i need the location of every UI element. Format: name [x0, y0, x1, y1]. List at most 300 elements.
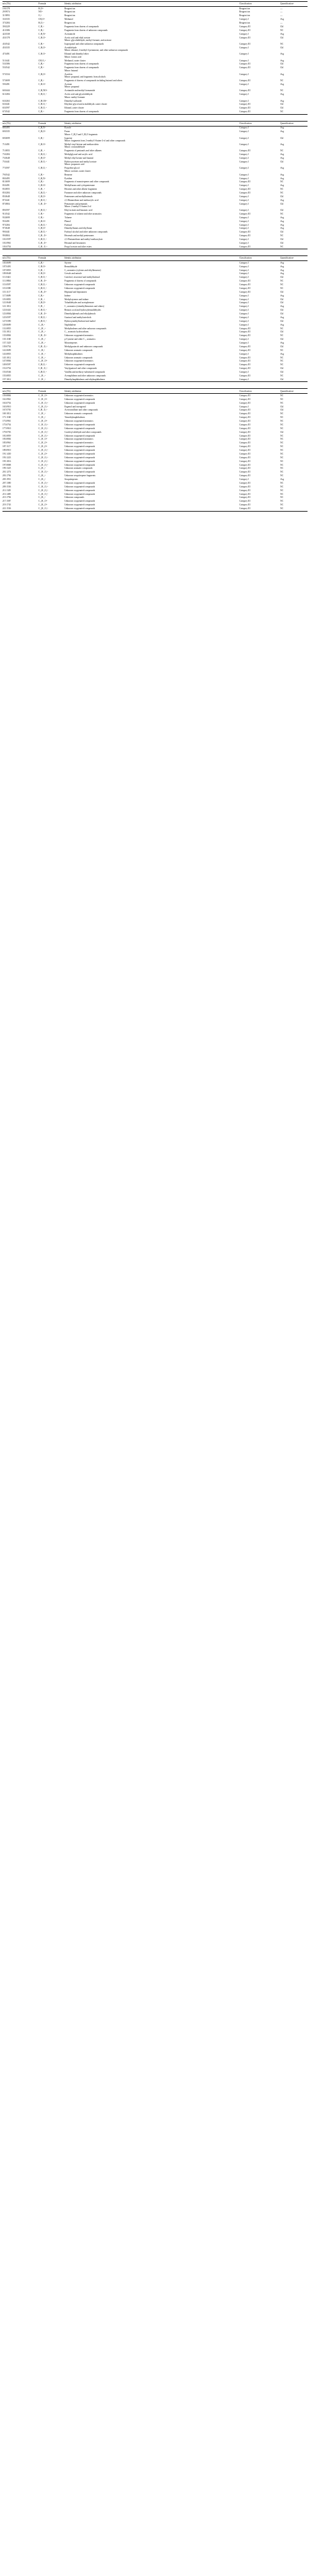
cell-mz: 203.1794 [2, 474, 11, 477]
table-header-row [2, 389, 308, 394]
cell-formula: C₉H₉⁺ [38, 294, 45, 297]
cell-mz: 99.0804 [2, 234, 10, 238]
cell-formula: C₈H₉⁺ [38, 261, 45, 264]
cell-classification: Category I [239, 378, 280, 382]
cell-classification: Category III [239, 25, 250, 28]
cell-mz: 197.0808 [2, 463, 11, 466]
table-row [2, 110, 308, 115]
cell-quantification: NC [280, 481, 283, 484]
cell-quantification: Avg [280, 269, 284, 272]
header-classification: Classification [239, 389, 280, 394]
cell-quantification: Chl [280, 290, 284, 293]
cell-classification: Category III [239, 374, 250, 377]
cell-classification: Category I [239, 227, 249, 230]
cell-classification: Category I [239, 160, 249, 163]
cell-formula: C₁₀H₉⁺ [38, 323, 45, 326]
cell-classification: Category I [239, 82, 249, 86]
cell-formula: C₁₆H₂₃⁺ [38, 496, 46, 499]
cell-classification: Category I [239, 269, 249, 272]
cell-quantification: Avg [280, 223, 284, 226]
cell-identity: Dimethylnaphthalenes and ethylnaphthalenes [64, 378, 239, 382]
cell-quantification: Avg [280, 18, 284, 21]
cell-quantification: Chl [280, 276, 284, 279]
cell-identity: Trimethylnaphthalenes [64, 416, 86, 419]
cell-classification: Category I [239, 127, 249, 130]
cell-identity: Unknown sesquiterpene fragments [64, 474, 95, 477]
cell-mz: 87.0804 [2, 202, 10, 205]
cell-identity: Coniferyl aldehyde and other compounds [64, 430, 102, 433]
cell-mz: 29.9974 [2, 11, 10, 14]
header-quantification: Quantificationᵃ [280, 389, 308, 394]
cell-formula: C₁₁H₁₅O₃⁺ [38, 460, 48, 463]
cell-quantification: NC [280, 280, 283, 283]
cell-classification: Category I [239, 316, 249, 319]
cell-classification: Category I [239, 301, 249, 304]
cell-quantification: Avg [280, 352, 284, 355]
cell-identity: Unknown oxygenated compounds [64, 485, 95, 488]
cell-mz: 85.0648 [2, 195, 10, 198]
cell-identity: Unknown oxygenated compounds [64, 463, 95, 466]
cell-mz: 199.1325 [2, 467, 11, 470]
cell-identity: Isopropanol and other unknown compounds [64, 42, 104, 45]
cell-identity: Unknown aromatic compounds [64, 356, 93, 359]
cell-identity: Ethanol and dimethyl ether Minor: formic acid [64, 53, 89, 58]
cell-quantification: Avg [280, 167, 284, 170]
cell-quantification: Avg [280, 316, 284, 319]
cell-quantification: Avg [280, 127, 284, 130]
cell-classification: Category I [239, 371, 249, 374]
cell-identity: Heptanal and heptanones [64, 290, 87, 293]
header-classification: Classification [239, 2, 280, 7]
cell-formula: C₁₃H₁₃⁺ [38, 412, 46, 415]
cell-classification: Category III [239, 409, 250, 412]
cell-formula: C₂H₆NO⁺ [38, 89, 48, 92]
cell-classification: Category I [239, 32, 249, 35]
cell-mz: 217.1587 [2, 500, 11, 503]
cell-identity: Unknown oxygenated compounds [64, 363, 95, 366]
cell-formula: C₃H₇O⁺ [38, 82, 46, 86]
cell-classification: Category I [239, 46, 249, 49]
cell-mz: 60.0444 [2, 89, 10, 92]
cell-formula: CH₅O⁺ [38, 18, 45, 21]
cell-quantification: NC [280, 334, 283, 337]
cell-formula: C₈H₁₁O⁺ [38, 313, 47, 316]
cell-quantification: Chl [280, 409, 284, 412]
cell-quantification: — [280, 11, 283, 14]
cell-quantification: NC [280, 500, 283, 503]
cell-classification: Category III [239, 290, 250, 293]
cell-mz: 123.0441 [2, 309, 11, 312]
cell-formula: C₈H₁₁⁺ [38, 269, 45, 272]
cell-classification: Category I [239, 143, 249, 146]
cell-quantification: Chl [280, 209, 284, 211]
cell-identity: Methylstyrenes and indane [64, 298, 89, 301]
cell-formula: O₂⁺ [38, 14, 42, 17]
cell-mz: 121.1012 [2, 305, 11, 308]
table-container [2, 1, 308, 512]
header-identity: Identity attribution [64, 256, 239, 261]
cell-classification: Category I [239, 18, 249, 21]
cell-identity: Hydroxyacetone and methyl acetate Minor: propanoic acid [64, 160, 97, 166]
header-quantification: Quantificationᵃ [280, 121, 308, 126]
cell-mz: 147.0804 [2, 360, 11, 363]
cell-classification: Category III [239, 103, 250, 106]
cell-classification: Category I [239, 177, 249, 180]
cell-formula: C₄H₅⁺ [38, 63, 45, 66]
cell-quantification: NC [280, 460, 283, 463]
cell-identity: Methyl vinyl ketone and methacrolein Minor: crotonaldehyde [64, 143, 99, 149]
cell-mz: 65.0597 [2, 107, 10, 110]
cell-identity: Methylfurans and cyclopentenone [64, 184, 95, 187]
cell-identity: Hexenes and other alkene fragments [64, 188, 97, 191]
cell-classification: Category I [239, 157, 249, 159]
cell-classification: Category I [239, 195, 249, 198]
data-table [2, 255, 308, 382]
cell-identity: Unknown oxygenated compounds [64, 489, 95, 492]
cell-identity: 2,3-Pentanedione and methyl methacrylate [64, 238, 103, 241]
header-mz: m/z (Th) [2, 121, 38, 126]
cell-formula: C₁₁H₂₁O₃⁺ [38, 485, 48, 488]
cell-mz: 115.1117 [2, 290, 11, 293]
cell-formula: C₇H₁₅O⁺ [38, 290, 47, 293]
cell-classification: Category I [239, 223, 249, 226]
cell-mz: 69.0699 [2, 136, 10, 140]
cell-quantification: NC [280, 420, 283, 422]
cell-quantification: NC [280, 485, 283, 488]
cell-formula: C₃H₇⁺ [38, 42, 45, 45]
cell-identity: Unknown oxygenated compounds [64, 456, 95, 459]
cell-formula: C₁₀H₁₃O₃⁺ [38, 434, 48, 437]
header-identity: Identity attribution [64, 2, 239, 7]
cell-classification: Category III [239, 107, 250, 110]
cell-mz: 121.0648 [2, 301, 11, 304]
cell-formula: C₉H₁₁⁺ [38, 298, 45, 301]
cell-formula: C₆H₇⁺ [38, 173, 45, 176]
cell-formula: C₁₀H₁₁O₃⁺ [38, 430, 48, 433]
cell-quantification: Avg [280, 59, 284, 62]
cell-quantification: Chl [280, 309, 284, 312]
cell-quantification: Avg [280, 53, 284, 56]
cell-formula: C₁₀H₁₁O₂⁺ [38, 401, 48, 404]
cell-identity: C₁₀ aromatic hydrocarbons [64, 331, 89, 334]
table-row [2, 202, 308, 208]
cell-identity: Ethanol–water cluster [64, 107, 84, 110]
cell-quantification: — [280, 22, 283, 25]
cell-formula: C₁₀H₁₁O⁺ [38, 360, 48, 363]
cell-identity: Unknown compounds [64, 496, 84, 499]
cell-identity: Acetovanillone and other compounds [64, 409, 98, 412]
cell-classification: Category III [239, 434, 250, 437]
cell-quantification: NC [280, 89, 283, 92]
cell-quantification: NC [280, 234, 283, 238]
cell-identity: Phenol [64, 220, 71, 223]
cell-identity: Unknown oxygenated compounds [64, 452, 95, 455]
table-row [2, 167, 308, 173]
cell-identity: Fragments from dozens of unknown compounds [64, 29, 108, 32]
cell-identity: Unknown oxygenated compounds [64, 471, 95, 474]
cell-classification: Category I [239, 99, 249, 102]
cell-quantification: NC [280, 398, 283, 401]
cell-classification: Category I [239, 209, 249, 211]
cell-quantification: Avg [280, 220, 284, 223]
cell-formula: C₁₁H₁₁O₂⁺ [38, 423, 48, 426]
cell-mz: 68.0495 [2, 127, 10, 130]
cell-identity: Pentenones and methylbutenals [64, 195, 93, 198]
cell-identity: Acetonitrile [64, 32, 76, 35]
cell-classification: Category III [239, 349, 250, 352]
cell-mz: 80.0495 [2, 177, 10, 180]
header-classification: Classification [239, 121, 280, 126]
cell-formula: C₈H₉O⁺ [38, 301, 46, 304]
cell-quantification: Avg [280, 294, 284, 297]
cell-mz: 69.0335 [2, 130, 10, 133]
cell-quantification: NC [280, 507, 308, 511]
table-row [2, 507, 308, 511]
cell-formula: C₁₁H₁₃O⁺ [38, 398, 48, 401]
header-formula: Formula [38, 389, 64, 394]
cell-identity: Unknown oxygenated compounds [64, 283, 95, 286]
cell-formula: C₄H₇O⁺ [38, 143, 46, 146]
table-header-row [2, 2, 308, 7]
cell-classification: Category I [239, 261, 249, 264]
cell-mz: 75.0441 [2, 160, 10, 163]
cell-mz: 67.0542 [2, 110, 38, 115]
cell-quantification: NC [280, 449, 283, 451]
cell-quantification: NC [280, 416, 283, 419]
cell-identity: Reagent ion [64, 22, 76, 25]
cell-mz: 97.0284 [2, 223, 10, 226]
header-quantification: Quantificationᵃ [280, 256, 308, 261]
cell-mz: 213.1485 [2, 492, 11, 495]
cell-mz: 181.0859 [2, 434, 11, 437]
cell-mz: 81.0699 [2, 180, 10, 184]
table-row [2, 160, 308, 166]
cell-identity: Naphthalene [64, 323, 76, 326]
cell-classification: Category I [239, 478, 249, 481]
cell-formula: C₁₁H₁₁⁺ [38, 352, 46, 355]
cell-classification: Category III [239, 363, 250, 366]
cell-identity: Benzaldehyde [64, 265, 78, 268]
cell-identity: Methyl ethyl ketone and butanal [64, 157, 94, 159]
cell-quantification: Avg [280, 73, 284, 76]
cell-quantification: Avg [280, 265, 284, 268]
cell-formula: C₄H₉O₂⁺ [38, 209, 47, 211]
cell-formula: C₃H₅⁺ [38, 29, 45, 32]
cell-quantification: Chl [280, 46, 284, 49]
cell-mz: 131.0855 [2, 327, 11, 330]
cell-mz: 63.0263 [2, 99, 10, 102]
cell-formula: C₁₀H₁₁⁺ [38, 327, 46, 330]
cell-mz: 101.0597 [2, 238, 11, 241]
cell-classification: Category III [239, 474, 250, 477]
cell-quantification: NC [280, 489, 283, 492]
cell-quantification: Avg [280, 82, 284, 86]
cell-identity: Toluene [64, 216, 72, 219]
cell-formula: C₁₀H₁₃O₄⁺ [38, 463, 48, 466]
cell-mz: 105.0699 [2, 261, 11, 264]
cell-mz: 133.1012 [2, 331, 11, 334]
cell-mz: 47.0491 [2, 53, 10, 56]
header-formula: Formula [38, 121, 64, 126]
cell-formula: C₅H₇O₃⁺ [38, 286, 47, 290]
cell-mz: 93.0699 [2, 216, 10, 219]
cell-quantification: NC [280, 356, 283, 359]
cell-mz: 201.1274 [2, 471, 11, 474]
cell-formula: C₄H₉O⁺ [38, 157, 46, 159]
cell-mz: 187.1117 [2, 445, 11, 448]
cell-classification: Category III [239, 420, 250, 422]
cell-formula: C₁₃H₁₉O⁺ [38, 452, 48, 455]
cell-classification: Category I [239, 93, 249, 96]
cell-identity: Propyl acetate and other esters [64, 245, 239, 249]
cell-classification: Category I [239, 202, 249, 205]
cell-classification: Category I [239, 153, 249, 156]
cell-identity: Unknown oxygenated aromatics [64, 442, 94, 445]
cell-identity: Methanol–water cluster [64, 59, 86, 62]
cell-mz: 177.0910 [2, 427, 11, 430]
cell-identity: Unknown aromatic compounds [64, 467, 93, 470]
cell-mz: 99.0441 [2, 231, 10, 234]
cell-formula: C₈H₉O₃⁺ [38, 371, 47, 374]
cell-quantification: NC [280, 29, 283, 32]
cell-formula: C₂H₃O⁺ [38, 36, 46, 39]
cell-mz: 189.0910 [2, 449, 11, 451]
header-mz: m/z (Th) [2, 2, 38, 7]
cell-identity: Unknown oxygenated compounds [64, 460, 95, 463]
cell-quantification: Avg [280, 177, 284, 180]
cell-mz: 83.0855 [2, 188, 10, 191]
cell-identity: Unknown oxygenated compounds [64, 434, 95, 437]
cell-classification: Category III [239, 231, 250, 234]
cell-classification: Category I [239, 241, 249, 244]
cell-quantification: Avg [280, 227, 284, 230]
cell-identity: Pyridine [64, 177, 73, 180]
cell-classification: Category III [239, 280, 250, 283]
cell-mz: 135.1168 [2, 338, 11, 341]
cell-identity: Benzene [64, 173, 73, 176]
cell-identity: Hydroxymethylfurfural and maltol [64, 319, 95, 322]
cell-formula: C₂H₇O⁺ [38, 53, 46, 56]
cell-mz: 185.0961 [2, 442, 11, 445]
cell-identity: Vinylguaiacol and other compounds [64, 367, 97, 370]
cell-quantification: Chl [280, 371, 284, 374]
cell-quantification: NC [280, 149, 283, 153]
cell-quantification: NC [280, 492, 283, 495]
cell-quantification: Avg [280, 157, 284, 159]
cell-formula: C₁₁H₁₁O⁺ [38, 394, 48, 397]
cell-quantification: Chl [280, 36, 284, 39]
cell-classification: Category III [239, 63, 250, 66]
cell-identity: Unknown oxygenated aromatics [64, 334, 94, 337]
cell-quantification: NC [280, 286, 283, 290]
cell-quantification: Chl [280, 313, 284, 316]
cell-identity: Cresols and anisole [64, 272, 82, 275]
cell-classification: Category I [239, 352, 249, 355]
cell-mz: 45.0335 [2, 46, 10, 49]
cell-identity: Acetamide and methyl formamide [64, 89, 95, 92]
cell-classification: Category III [239, 456, 250, 459]
cell-formula: C₁₀H₁₇⁺ [38, 342, 46, 345]
cell-quantification: Chl [280, 405, 284, 408]
cell-identity: Fragments from dozens of compounds [64, 110, 239, 115]
cell-classification: Category III [239, 356, 250, 359]
cell-mz: 83.0491 [2, 184, 10, 187]
cell-quantification: NC [280, 438, 283, 441]
cell-classification: Category III [239, 212, 250, 215]
cell-formula: C₇H₇O⁺ [38, 265, 46, 268]
cell-mz: 73.0648 [2, 157, 10, 159]
cell-quantification: NC [280, 463, 283, 466]
table-row [2, 136, 308, 143]
cell-identity: Furan Minor: C₄H₄O and C₅H₈O fragments [64, 130, 98, 136]
cell-quantification: Avg [280, 153, 284, 156]
cell-classification: Category III [239, 489, 250, 492]
cell-classification: Category I [239, 238, 249, 241]
cell-mz: 207.1380 [2, 481, 11, 484]
cell-classification: Category III [239, 192, 250, 194]
cell-formula: C₂H₄N⁺ [38, 32, 46, 35]
cell-formula: C₁₃H₁₁O⁺ [38, 438, 48, 441]
table-row [2, 130, 308, 136]
cell-classification: Category I [239, 294, 249, 297]
cell-quantification: NC [280, 110, 308, 115]
cell-formula: C₅H₁₁O⁺ [38, 202, 47, 205]
cell-mz: 73.0284 [2, 153, 10, 156]
cell-formula: C₂H₅O⁺ [38, 46, 46, 49]
cell-formula: C₂H₇O₂⁺ [38, 103, 47, 106]
cell-formula: C₇H₁₁O⁺ [38, 280, 47, 283]
cell-formula: C₁₂H₁₁⁺ [38, 374, 46, 377]
cell-mz: 145.1012 [2, 356, 11, 359]
cell-formula: C₇H₇O₂⁺ [38, 309, 47, 312]
cell-quantification: NC [280, 504, 283, 507]
table-row [2, 73, 308, 79]
cell-classification: Category I [239, 276, 249, 279]
cell-formula: C₉H₉O₂⁺ [38, 363, 47, 366]
cell-quantification: NC [280, 245, 308, 249]
cell-formula: C₃H₉O₂⁺ [38, 167, 47, 170]
cell-classification: Category III [239, 327, 250, 330]
header-identity: Identity attribution [64, 121, 239, 126]
cell-formula: C₁₁H₉⁺ [38, 349, 45, 352]
cell-quantification: NC [280, 467, 283, 470]
cell-formula: C₆H₉⁺ [38, 180, 45, 184]
cell-identity: Acrolein Minor: propanal, and fragments from alcohols [64, 73, 106, 79]
cell-classification: Category III [239, 331, 250, 334]
table-row [2, 53, 308, 59]
cell-mz: 167.0703 [2, 409, 11, 412]
cell-quantification: NC [280, 212, 283, 215]
cell-formula: C₃H₇O₂⁺ [38, 160, 47, 163]
cell-mz: 63.0441 [2, 103, 10, 106]
cell-formula: C₁₅H₂₅⁺ [38, 478, 46, 481]
cell-quantification: Chl [280, 345, 284, 348]
cell-identity: Unknown oxygenated compounds [64, 507, 239, 511]
cell-mz: 55.0542 [2, 66, 10, 69]
cell-identity: Unknown oxygenated compounds [64, 504, 95, 507]
cell-formula: C₁₂H₁₃O₂⁺ [38, 449, 48, 451]
data-table [2, 388, 308, 511]
cell-quantification: NC [280, 496, 283, 499]
cell-identity: Acetic acid and glycolaldehyde Minor: methyl formate [64, 93, 93, 99]
cell-mz: 119.0855 [2, 298, 11, 301]
cell-quantification: NC [280, 79, 283, 82]
cell-mz: 53.0386 [2, 63, 10, 66]
cell-mz: 205.1951 [2, 478, 11, 481]
cell-quantification: Chl [280, 195, 284, 198]
cell-mz: 71.0491 [2, 143, 10, 146]
cell-mz: 183.0804 [2, 438, 11, 441]
